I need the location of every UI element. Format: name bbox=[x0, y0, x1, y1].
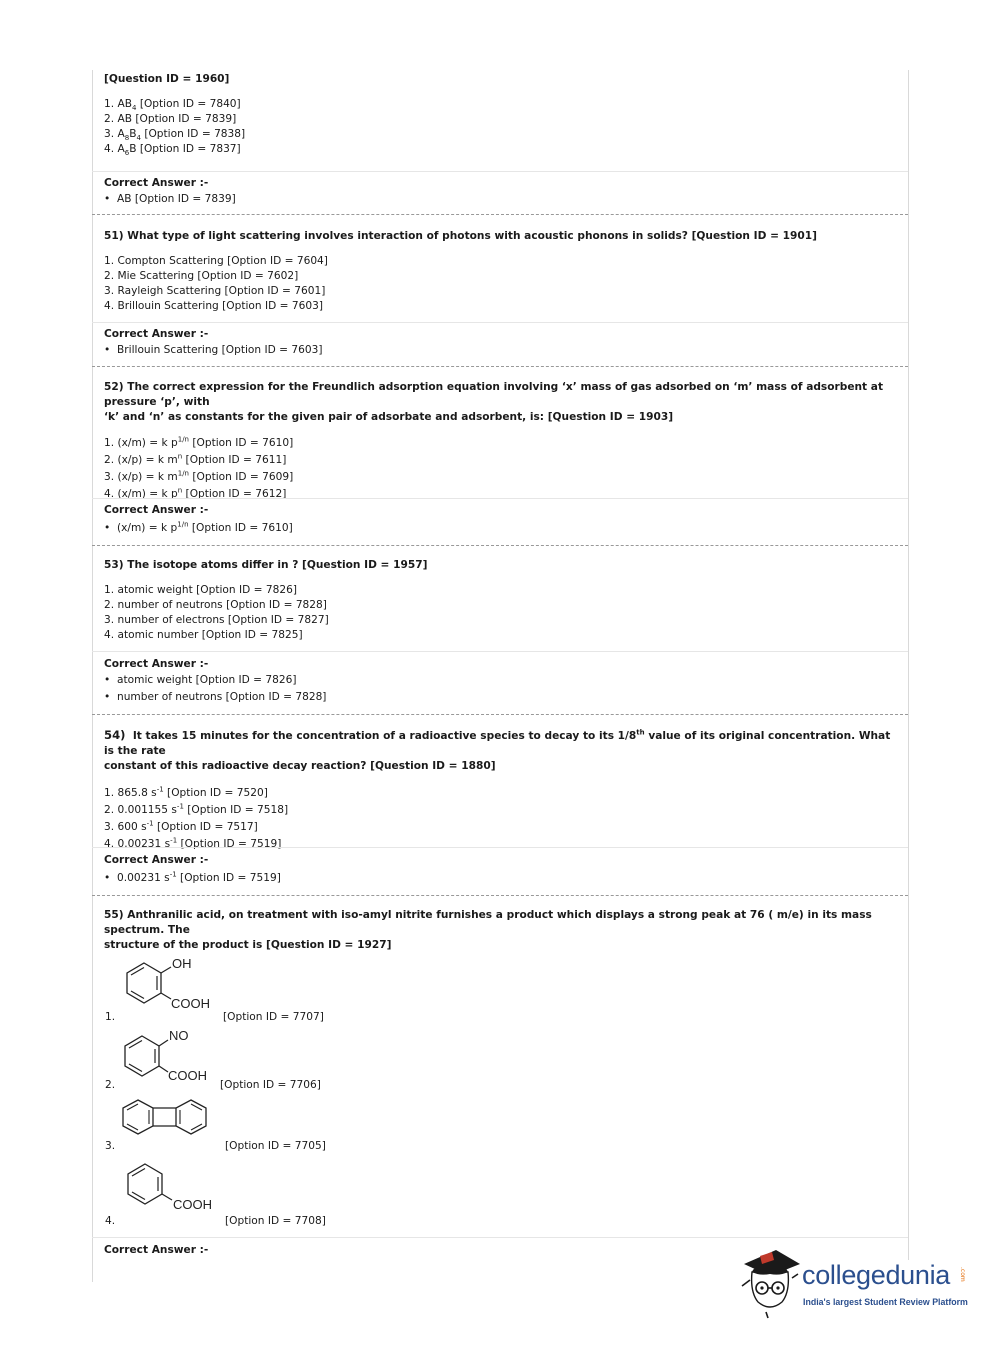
option-3: 3. 600 $s^{-1}$ [Option ID = 7517] bbox=[104, 819, 258, 833]
correct-answer-title: Correct Answer :- bbox=[104, 854, 209, 866]
divider bbox=[92, 322, 908, 323]
correct-answer-title: Correct Answer :- bbox=[104, 1244, 209, 1256]
option-1: 1. (x/m) = k $p^{1/n}$ [Option ID = 7610] bbox=[104, 435, 294, 449]
options-list bbox=[104, 785, 894, 853]
logo-wordmark: collegedunia bbox=[802, 1260, 951, 1290]
option-4: 4. Brillouin Scattering [Option ID = 7603] bbox=[104, 300, 323, 312]
structure-nitrosobenzoic-acid bbox=[116, 1024, 221, 1084]
question-divider bbox=[92, 545, 908, 546]
answer-item: • number of neutrons [Option ID = 7828] bbox=[104, 691, 327, 703]
question-header-line1: 52) The correct expression for the Freundlich adsorption equation involving ‘x’ mass of gas adsorbed on ‘m’ mass of adsorbent at pressure ‘p’, with bbox=[104, 381, 884, 408]
correct-answer-title: Correct Answer :- bbox=[104, 504, 209, 516]
option-2: 2. (x/p) = k $m^n$ [Option ID = 7611] bbox=[104, 452, 287, 466]
substituent-label: COOH bbox=[171, 996, 210, 1011]
correct-answer-title: Correct Answer :- bbox=[104, 328, 209, 340]
correct-answer-title: Correct Answer :- bbox=[104, 658, 209, 670]
option-1: 1. atomic weight [Option ID = 7826] bbox=[104, 584, 297, 596]
substituent-label: COOH bbox=[173, 1197, 212, 1212]
answer-item: • Brillouin Scattering [Option ID = 7603] bbox=[104, 344, 323, 356]
question-divider bbox=[92, 895, 908, 896]
question-55 bbox=[104, 908, 894, 953]
question-header-line2: structure of the product is [Question ID = 1927] bbox=[104, 939, 392, 951]
bullet-icon: • bbox=[104, 522, 111, 534]
logo-domain: .com bbox=[959, 1267, 966, 1282]
correct-answer-50 bbox=[104, 177, 894, 205]
divider bbox=[92, 1237, 908, 1238]
substituent-label: NO bbox=[169, 1028, 189, 1043]
option-2: 2. 0.001155 $s^{-1}$ [Option ID = 7518] bbox=[104, 802, 289, 816]
substituent-label: OH bbox=[172, 956, 192, 971]
bullet-icon: • bbox=[104, 872, 111, 884]
question-header-line2: constant of this radioactive decay reaction? [Question ID = 1880] bbox=[104, 760, 496, 772]
option-4: 4. (x/m) = k $p^n$ [Option ID = 7612] bbox=[104, 486, 287, 500]
option-3: 3. Rayleigh Scattering [Option ID = 7601] bbox=[104, 285, 326, 297]
option-3: 3. number of electrons [Option ID = 7827] bbox=[104, 614, 329, 626]
divider bbox=[92, 171, 908, 172]
question-53 bbox=[104, 558, 894, 643]
answer-item: • AB [Option ID = 7839] bbox=[104, 193, 236, 205]
option-4: 4. 0.00231 $s^{-1}$ [Option ID = 7519] bbox=[104, 836, 282, 850]
question-header-line2: ‘k’ and ‘n’ as constants for the given pair of adsorbate and adsorbent, is: [Question ID = 1903] bbox=[104, 411, 674, 423]
page-right-border bbox=[908, 70, 909, 1260]
question-51 bbox=[104, 229, 894, 314]
question-divider bbox=[92, 714, 908, 715]
option-number: 3. bbox=[105, 1140, 116, 1152]
option-1: 1. 865.8 $s^{-1}$ [Option ID = 7520] bbox=[104, 785, 268, 799]
divider bbox=[92, 651, 908, 652]
answer-item: • 0.00231 $s^{-1}$ [Option ID = 7519] bbox=[104, 870, 281, 884]
divider bbox=[92, 498, 908, 499]
option-1: 1. Compton Scattering [Option ID = 7604] bbox=[104, 255, 328, 267]
divider bbox=[92, 847, 908, 848]
correct-answer-title: Correct Answer :- bbox=[104, 177, 209, 189]
option-number: 4. bbox=[105, 1215, 116, 1227]
option-id-label: [Option ID = 7705] bbox=[225, 1140, 326, 1152]
options-list bbox=[104, 254, 894, 314]
option-id-label: [Option ID = 7708] bbox=[225, 1215, 326, 1227]
option-3: 3. (x/p) = k $m^{1/n}$ [Option ID = 7609] bbox=[104, 469, 294, 483]
substituent-label: COOH bbox=[168, 1068, 207, 1083]
option-2: 2. number of neutrons [Option ID = 7828] bbox=[104, 599, 327, 611]
question-divider bbox=[92, 214, 908, 215]
options-list bbox=[104, 97, 894, 157]
question-header: 53) The isotope atoms differ in ? [Question ID = 1957] bbox=[104, 559, 428, 571]
question-54 bbox=[104, 728, 894, 853]
option-id-label: [Option ID = 7707] bbox=[223, 1011, 324, 1023]
page-left-border bbox=[92, 70, 93, 1282]
option-4: 4. atomic number [Option ID = 7825] bbox=[104, 629, 303, 641]
bullet-icon: • bbox=[104, 691, 111, 703]
correct-answer-53 bbox=[104, 658, 894, 703]
question-header-line1: 54) It takes 15 minutes for the concentration of a radioactive species to decay to its 1/8th value of its original concentration. What is the rate bbox=[104, 728, 891, 757]
bullet-icon: • bbox=[104, 344, 111, 356]
correct-answer-54 bbox=[104, 854, 894, 884]
question-header-line1: 55) Anthranilic acid, on treatment with iso-amyl nitrite furnishes a product which displays a strong peak at 76 ( m/e) in its mass spectrum. The bbox=[104, 909, 872, 936]
question-header: [Question ID = 1960] bbox=[104, 73, 230, 85]
answer-item: • atomic weight [Option ID = 7826] bbox=[104, 674, 297, 686]
option-number: 2. bbox=[105, 1079, 116, 1091]
logo-tagline: India's largest Student Review Platform bbox=[803, 1297, 968, 1307]
question-header: 51) What type of light scattering involves interaction of photons with acoustic phonons in solids? [Question ID = 1901] bbox=[104, 230, 817, 242]
option-id-label: [Option ID = 7706] bbox=[220, 1079, 321, 1091]
structure-benzoic-acid bbox=[118, 1160, 223, 1216]
bullet-icon: • bbox=[104, 193, 111, 205]
correct-answer-52 bbox=[104, 504, 894, 534]
option-2: 2. Mie Scattering [Option ID = 7602] bbox=[104, 270, 299, 282]
question-50 bbox=[104, 72, 894, 157]
structure-biphenylene bbox=[118, 1096, 218, 1144]
question-divider bbox=[92, 366, 908, 367]
bullet-icon: • bbox=[104, 674, 111, 686]
correct-answer-51 bbox=[104, 328, 894, 356]
option-number: 1. bbox=[105, 1011, 116, 1023]
structure-salicylic-acid bbox=[118, 952, 223, 1014]
mascot-icon bbox=[740, 1246, 804, 1320]
options-list bbox=[104, 435, 894, 503]
answer-item: • (x/m) = k $p^{1/n}$ [Option ID = 7610] bbox=[104, 520, 293, 534]
option-4: 4. $A_6B$ [Option ID = 7837] bbox=[104, 143, 241, 158]
option-2: 2. AB [Option ID = 7839] bbox=[104, 113, 237, 125]
options-list bbox=[104, 583, 894, 643]
collegedunia-logo bbox=[740, 1246, 980, 1326]
option-3: 3. $A_8B_4$ [Option ID = 7838] bbox=[104, 128, 246, 143]
option-1: 1. $AB_4$ [Option ID = 7840] bbox=[104, 98, 241, 113]
question-52 bbox=[104, 380, 894, 503]
